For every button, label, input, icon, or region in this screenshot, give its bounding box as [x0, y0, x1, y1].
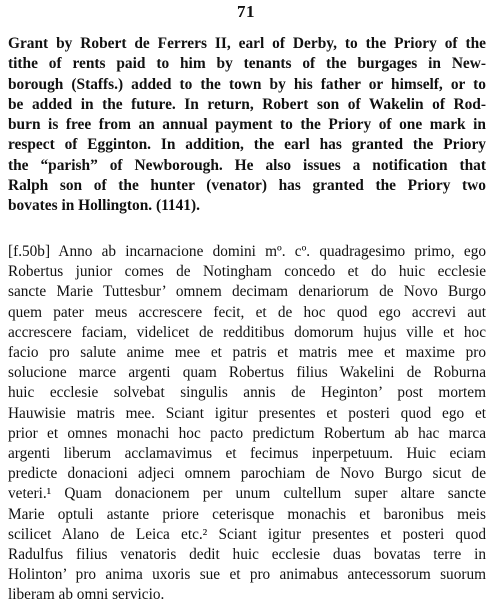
summary-line: the “parish” of Newborough. He also issues a notification that [8, 156, 486, 174]
charter-line: liberam ab omni servicio. [8, 586, 165, 604]
page-number: 71 [237, 2, 255, 21]
charter-line: Marie optuli astante priore ceterisque monachis et baronibus meis [8, 505, 486, 523]
charter-line: veteri.¹ Quam donacionem per unum cultellum super altare sancte [8, 485, 486, 503]
charter-line: Holinton’ pro anima uxoris sue et pro animabus antecessorum suorum [8, 566, 486, 584]
charter-line: Robertus junior comes de Notingham concedo et do huic ecclesie [8, 263, 486, 281]
summary-line: bovates in Hollington. (1141). [8, 197, 200, 215]
summary-line: borough (Staffs.) added to the town by his father or himself, or to [8, 75, 486, 93]
charter-line: predicte donacioni adjeci omnem parochiam de Novo Burgo sicut de [8, 465, 486, 483]
summary-line: tithe of rents paid to him by tenants of the burgages in New- [8, 55, 486, 73]
charter-line: sancte Marie Tuttesbur’ omnem decimam denariorum de Novo Burgo [8, 283, 486, 301]
charter-summary [8, 34, 486, 217]
charter-line: huic ecclesie solvebat singulis annis de Heginton’ post mortem [8, 384, 486, 402]
charter-line: scilicet Alano de Leica etc.² Sciant igitur presentes et posteri quod [8, 525, 486, 543]
charter-line: solucione marce argenti quam Robertus filius Wakelini de Roburna [8, 364, 486, 382]
charter-line: Radulfus filius venatoris dedit huic ecclesie duas bovatas terre in [8, 546, 486, 564]
summary-line: Grant by Robert de Ferrers II, earl of Derby, to the Priory of the [8, 35, 486, 52]
charter-line: quem pater meus accrescere fecit, et de hoc quod ego accrevi aut [8, 303, 486, 321]
charter-line: argenti liberum acclamavimus et fecimus inperpetuum. Huic eciam [8, 445, 486, 463]
summary-line: be added in the future. In return, Robert son of Wakelin of Rod- [8, 95, 486, 113]
charter-line: facio pro salute anime mee et patris et matris mee et maxime pro [8, 344, 486, 362]
charter-line: [f.50b] Anno ab incarnacione domini mº. cº. quadragesimo primo, ego [8, 243, 486, 260]
charter-line: prior et omnes monachi hoc pacto predictum Robertum ab hac marca [8, 424, 486, 442]
charter-line: Hauwisie matris mee. Sciant igitur presentes et posteri quod ego et [8, 404, 486, 422]
charter-line: accrescere faciam, videlicet de redditibus domorum hujus ville et hoc [8, 323, 486, 341]
summary-line: Ralph son of the hunter (venator) has granted the Priory two [8, 177, 486, 195]
summary-line: respect of Egginton. In addition, the earl has granted the Priory [8, 136, 486, 154]
charter-text [8, 242, 486, 606]
summary-line: burn is free from an annual payment to the Priory of one mark in [8, 116, 486, 134]
